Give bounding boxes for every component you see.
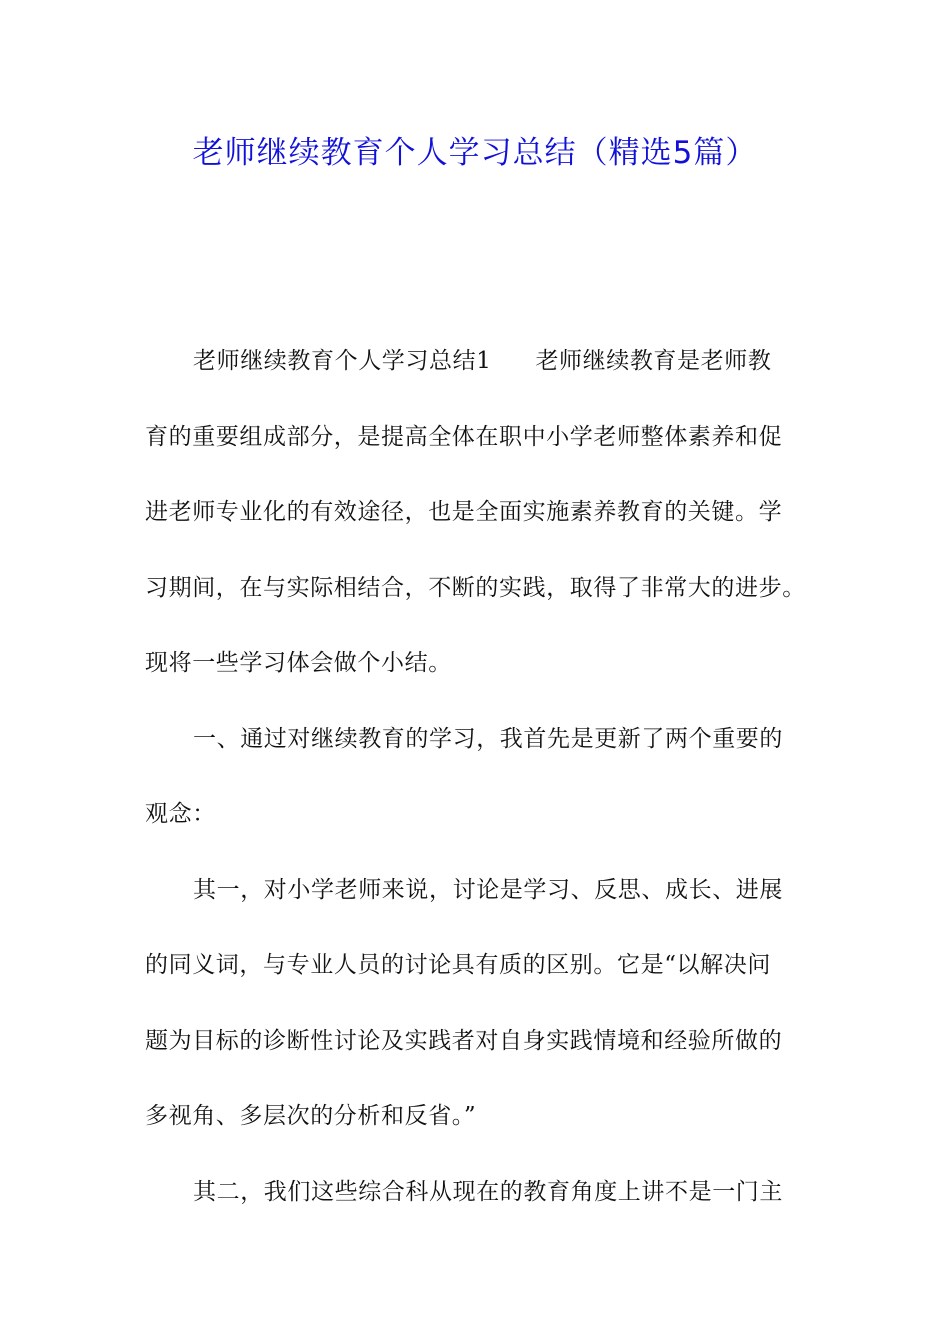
paragraph-line: 进老师专业化的有效途径，也是全面实施素养教育的关键。学 (145, 499, 783, 525)
paragraph-line: 习期间，在与实际相结合，不断的实践，取得了非常大的进步。 (145, 574, 806, 601)
paragraph-text: 老师继续教育是老师教 (535, 348, 772, 374)
paragraph-line: 育的重要组成部分，是提高全体在职中小学老师整体素养和促 (145, 423, 783, 450)
paragraph-line: 一、通过对继续教育的学习，我首先是更新了两个重要的 (193, 725, 783, 752)
paragraph-line: 多视角、多层次的分析和反省。” (145, 1103, 477, 1129)
paragraph-line: 现将一些学习体会做个小结。 (145, 650, 452, 676)
paragraph-line: 其二，我们这些综合科从现在的教育角度上讲不是一门主 (193, 1178, 783, 1205)
paragraph-line (145, 336, 809, 412)
paragraph-line: 其一，对小学老师来说，讨论是学习、反思、成长、进展 (193, 876, 783, 903)
paragraph-line: 题为目标的诊断性讨论及实践者对自身实践情境和经验所做的 (145, 1027, 783, 1054)
paragraph-line: 观念： (145, 801, 216, 827)
document-body (145, 336, 809, 1242)
paragraph-line: 的同义词，与专业人员的讨论具有质的区别。它是“以解决问 (145, 952, 771, 978)
section-heading: 老师继续教育个人学习总结1 (193, 348, 492, 374)
document-title: 老师继续教育个人学习总结（精选5篇） (192, 135, 758, 171)
